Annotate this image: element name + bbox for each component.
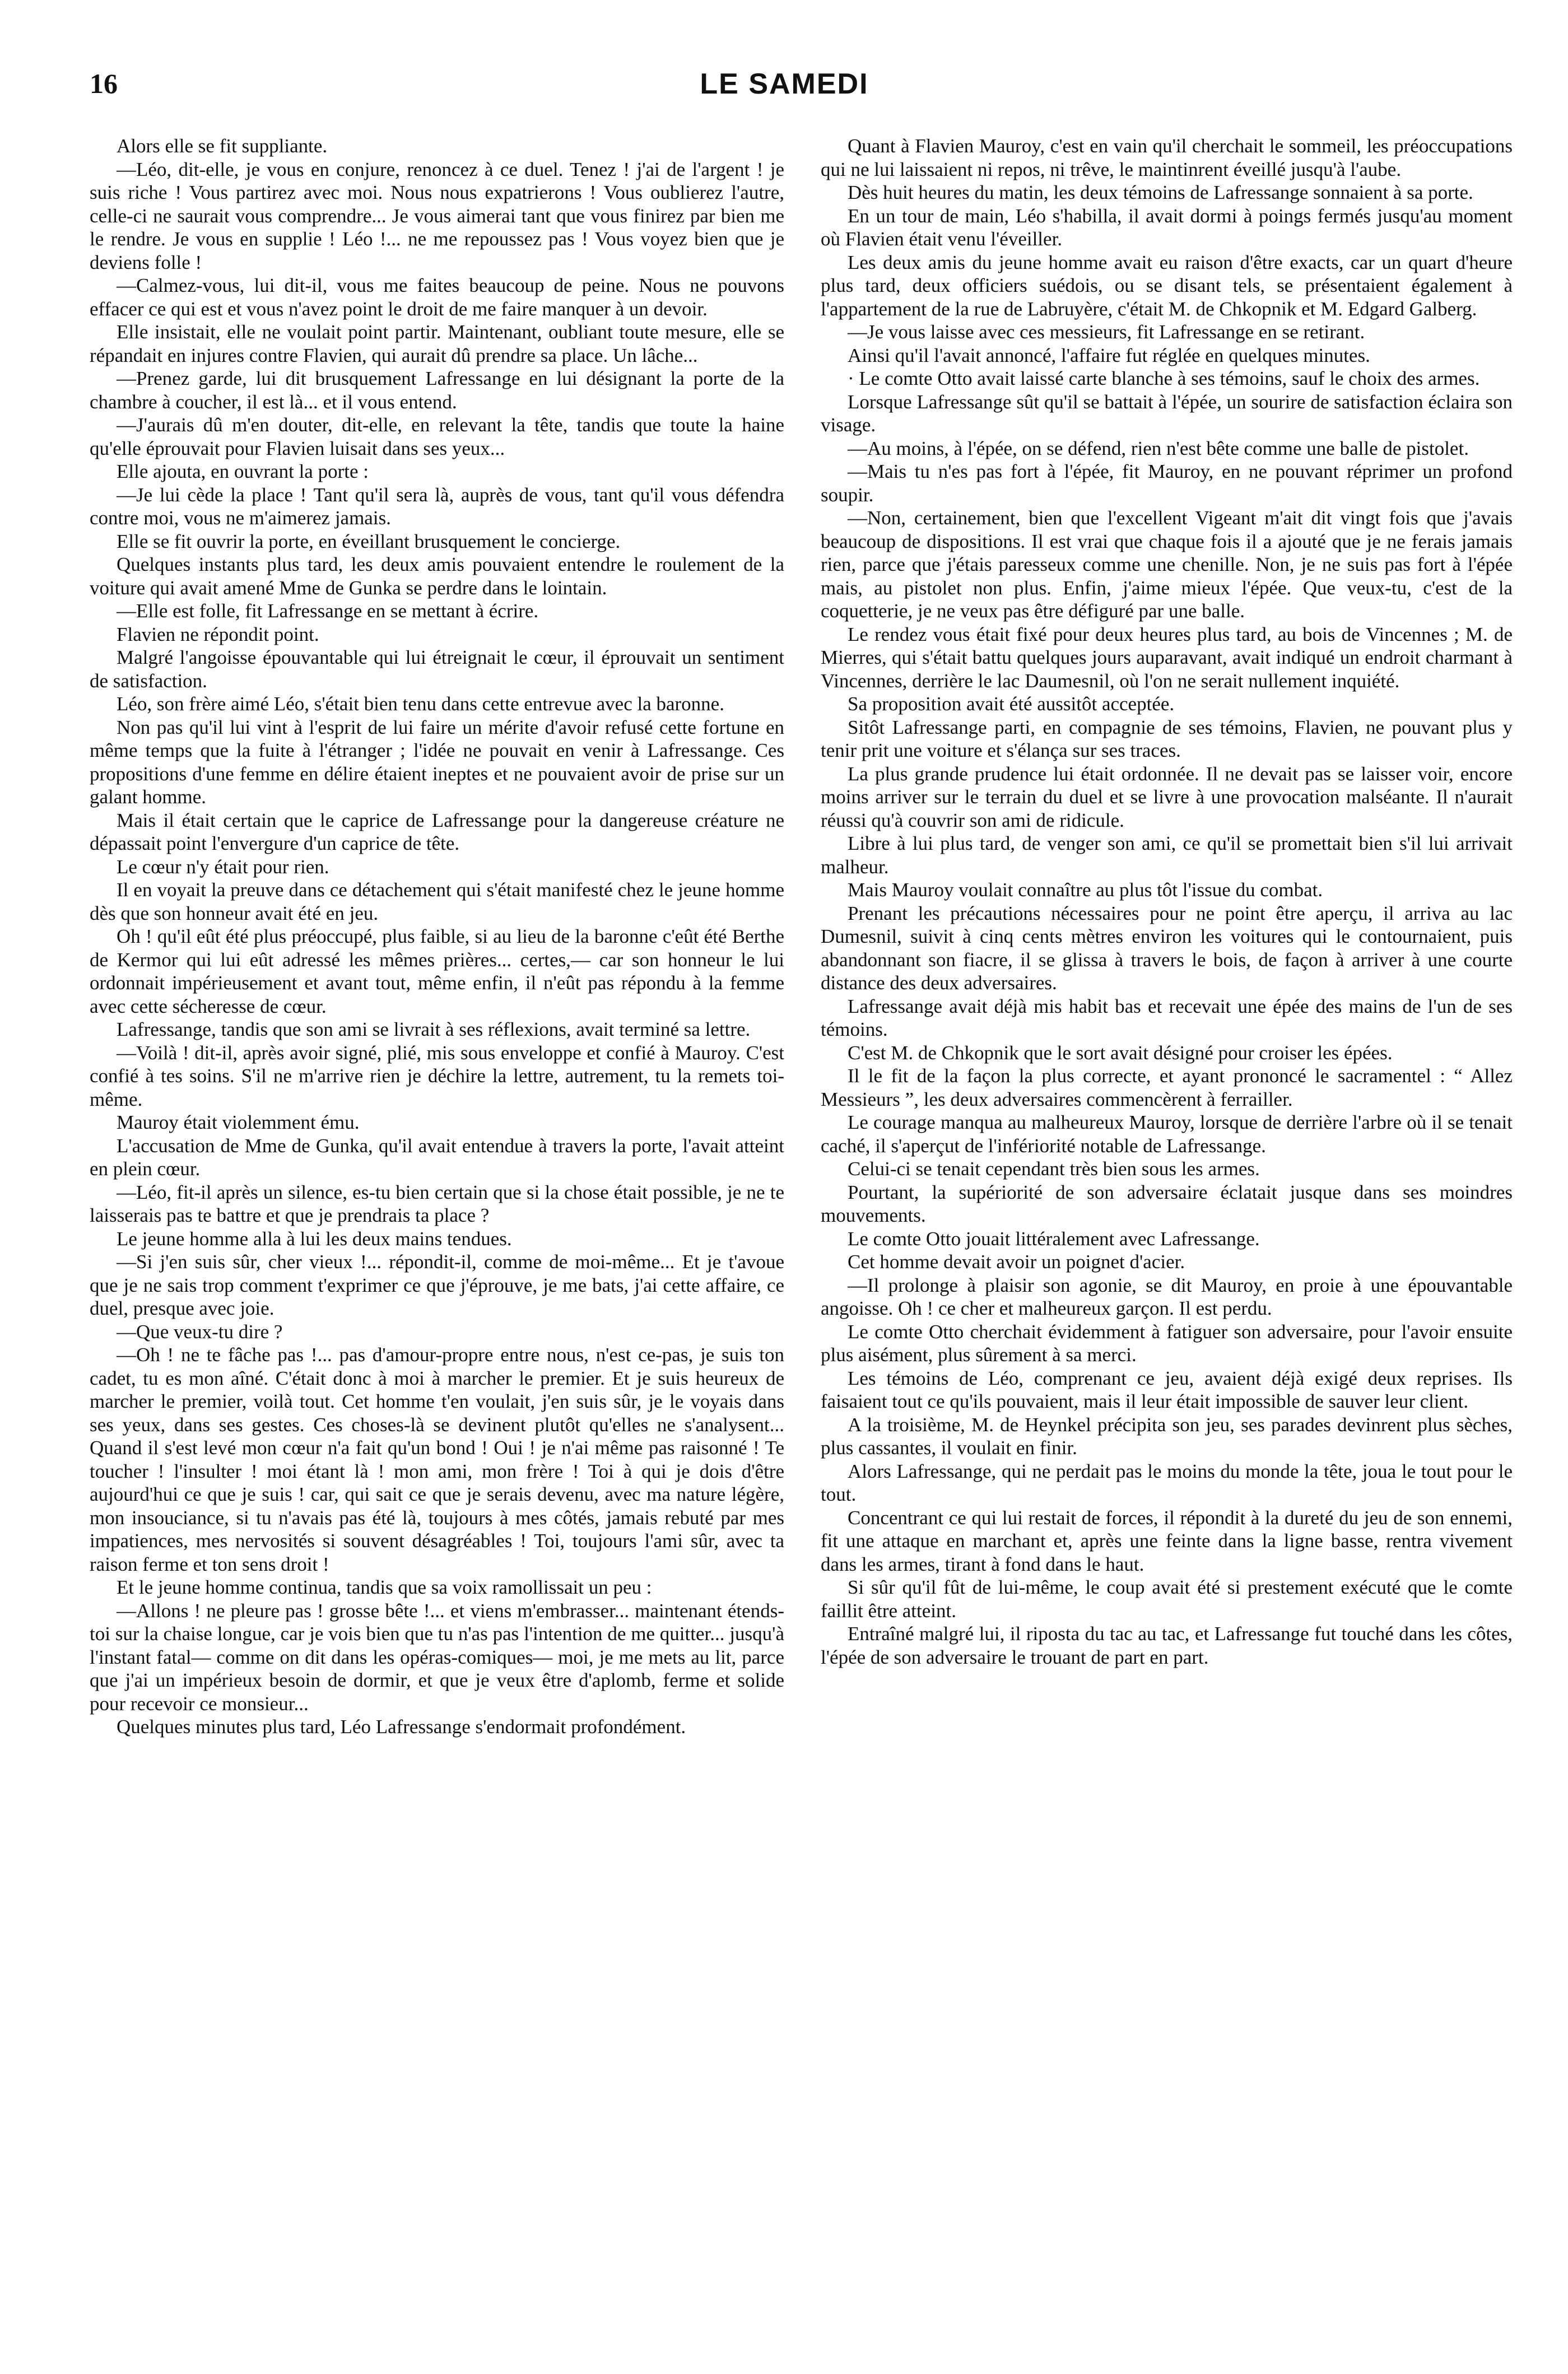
paragraph: Prenant les précautions nécessaires pour ne point être aperçu, il arriva au lac Dumesnil, suivit à cinq cents mètres environ les voitures qui le contournaient, puis abandonnant son fiacre, il se glissa à travers le bois, de façon à arriver à une courte distance des deux adversaires. <box>821 902 1513 994</box>
paragraph: Pourtant, la supériorité de son adversaire éclatait jusque dans ses moindres mouvements. <box>821 1181 1513 1226</box>
paragraph: —Prenez garde, lui dit brusquement Lafressange en lui désignant la porte de la chambre à coucher, il est là... et il vous entend. <box>90 367 784 413</box>
paragraph: —Léo, dit-elle, je vous en conjure, renoncez à ce duel. Tenez ! j'ai de l'argent ! je suis riche ! Vous partirez avec moi. Nous nous expatrierons ! Vous oublierez l'autre, celle-ci ne saurait vous comprendre... Je vous aimerai tant que vous finirez par bien me le rendre. Je vous en supplie ! Léo !... ne me repoussez pas ! Vous voyez bien que je deviens folle ! <box>90 158 784 273</box>
paragraph: · Le comte Otto avait laissé carte blanche à ses témoins, sauf le choix des armes. <box>848 367 1480 389</box>
page-header <box>90 67 1479 123</box>
paragraph: La plus grande prudence lui était ordonnée. Il ne devait pas se laisser voir, encore moins arriver sur le terrain du duel et se livre à une provocation malséante. Il n'aurait réussi qu'à couvrir son ami de ridicule. <box>821 762 1513 831</box>
paragraph: Alors Lafressange, qui ne perdait pas le moins du monde la tête, joua le tout pour le tout. <box>821 1460 1513 1505</box>
paragraph: Sa proposition avait été aussitôt acceptée. <box>848 693 1175 715</box>
paragraph: C'est M. de Chkopnik que le sort avait désigné pour croiser les épées. <box>848 1041 1393 1064</box>
paragraph: Lafressange, tandis que son ami se livrait à ses réflexions, avait terminé sa lettre. <box>117 1018 751 1040</box>
paragraph: Ainsi qu'il l'avait annoncé, l'affaire fut réglée en quelques minutes. <box>848 344 1370 366</box>
paragraph: Léo, son frère aimé Léo, s'était bien tenu dans cette entrevue avec la baronne. <box>117 693 724 715</box>
paragraph: Le rendez vous était fixé pour deux heures plus tard, au bois de Vincennes ; M. de Mierres, qui s'était battu quelques jours auparavant, avait indiqué un endroit charmant à Vincennes, derrière le lac Daumesnil, où l'on ne serait nullement inquiété. <box>821 623 1513 692</box>
paragraph: Elle insistait, elle ne voulait point partir. Maintenant, oubliant toute mesure, elle se répandait en injures contre Flavien, qui aurait dû prendre sa place. Un lâche... <box>90 321 784 366</box>
paragraph: —Il prolonge à plaisir son agonie, se dit Mauroy, en proie à une épouvantable angoisse. Oh ! ce cher et malheureux garçon. Il est perdu. <box>821 1274 1513 1319</box>
paragraph: —Allons ! ne pleure pas ! grosse bête !... et viens m'embrasser... maintenant étends-toi sur la chaise longue, car je vois bien que tu n'as pas l'intention de me quitter... jusqu'à l'instant fatal— comme on dit dans les opéras-comiques— moi, je me mets au lit, parce que j'ai un impérieux besoin de dormir, et que je veux être d'aplomb, ferme et solide pour recevoir ce monsieur... <box>90 1599 784 1715</box>
paragraph: Non pas qu'il lui vint à l'esprit de lui faire un mérite d'avoir refusé cette fortune en même temps que la fuite à l'étranger ; l'idée ne pouvait en venir à Lafressange. Ces propositions d'une femme en délire étaient ineptes et ne pouvaient avoir de prise sur un galant homme. <box>90 716 784 808</box>
paragraph: Mais il était certain que le caprice de Lafressange pour la dangereuse créature ne dépassait point l'envergure d'un caprice de tête. <box>90 809 784 854</box>
paragraph: Quelques instants plus tard, les deux amis pouvaient entendre le roulement de la voiture qui avait amené Mme de Gunka se perdre dans le lointain. <box>90 553 784 599</box>
paragraph: —Mais tu n'es pas fort à l'épée, fit Mauroy, en ne pouvant réprimer un profond soupir. <box>821 460 1513 506</box>
paragraph: Les témoins de Léo, comprenant ce jeu, avaient déjà exigé deux reprises. Ils faisaient tout ce qu'ils pouvaient, mais il leur était impossible de sauver leur client. <box>821 1367 1513 1412</box>
paragraph: Le cœur n'y était pour rien. <box>117 855 329 878</box>
paragraph: Lafressange avait déjà mis habit bas et recevait une épée des mains de l'un de ses témoins. <box>821 995 1513 1040</box>
left-column <box>90 134 784 1739</box>
paragraph: Oh ! qu'il eût été plus préoccupé, plus faible, si au lieu de la baronne c'eût été Berthe de Kermor qui lui eût adressé les mêmes prières... certes,— car son honneur le lui ordonnait impérieusement et avant tout, même enfin, il n'eût pas répondu à la femme avec cette sécheresse de cœur. <box>90 925 784 1017</box>
paragraph: Mais Mauroy voulait connaître au plus tôt l'issue du combat. <box>848 879 1323 901</box>
paragraph: Dès huit heures du matin, les deux témoins de Lafressange sonnaient à sa porte. <box>848 181 1473 203</box>
paragraph: Elle se fit ouvrir la porte, en éveillant brusquement le concierge. <box>117 530 621 552</box>
paragraph: Entraîné malgré lui, il riposta du tac au tac, et Lafressange fut touché dans les côtes, l'épée de son adversaire le trouant de part en part. <box>821 1623 1513 1668</box>
paragraph: —Que veux-tu dire ? <box>117 1320 283 1343</box>
paragraph: Flavien ne répondit point. <box>117 623 319 645</box>
paragraph: Le comte Otto cherchait évidemment à fatiguer son adversaire, pour l'avoir ensuite plus aisément, plus sûrement à sa merci. <box>821 1320 1513 1366</box>
paragraph: Il en voyait la preuve dans ce détachement qui s'était manifesté chez le jeune homme dès que son honneur avait été en jeu. <box>90 879 784 924</box>
paragraph: Le courage manqua au malheureux Mauroy, lorsque de derrière l'arbre où il se tenait caché, il s'aperçut de l'infériorité notable de Lafressange. <box>821 1111 1513 1157</box>
paragraph: Si sûr qu'il fût de lui-même, le coup avait été si prestement exécuté que le comte faillit être atteint. <box>821 1576 1513 1622</box>
paragraph: Le jeune homme alla à lui les deux mains tendues. <box>117 1227 512 1250</box>
paragraph: —Au moins, à l'épée, on se défend, rien n'est bête comme une balle de pistolet. <box>848 437 1469 459</box>
paragraph: —Oh ! ne te fâche pas !... pas d'amour-propre entre nous, n'est ce-pas, je suis ton cadet, tu es mon aîné. C'était donc à moi à marcher le premier. Et je suis heureux de marcher le premier, voilà tout. Cet homme t'en voulait, j'en suis sûr, je le voyais dans ses yeux, dans ses gestes. Ces choses-là se devinent plutôt qu'elles ne s'analysent... Quand il s'est levé mon cœur n'a fait qu'un bond ! Oui ! je n'ai même pas raisonné ! Te toucher ! l'insulter ! moi étant là ! mon ami, mon frère ! Toi à qui je dois d'être aujourd'hui ce que je suis ! car, qui sait ce que je serais devenu, avec ma nature légère, mon insouciance, si tu n'avais pas été là, toujours à mes côtés, jamais rebuté par mes impatiences, mes nervosités si souvent désagréables ! Toi, toujours l'ami sûr, avec ta raison ferme et ton sens droit ! <box>90 1344 784 1575</box>
page-number: 16 <box>90 68 118 99</box>
paragraph: Celui-ci se tenait cependant très bien sous les armes. <box>848 1158 1260 1180</box>
paragraph: Concentrant ce qui lui restait de forces, il répondit à la dureté du jeu de son ennemi, fit une attaque en marchant et, après une feinte dans la ligne basse, rentra vivement dans les armes, tirant à fond dans le haut. <box>821 1506 1513 1575</box>
journal-title: LE SAMEDI <box>700 68 869 100</box>
paragraph: Malgré l'angoisse épouvantable qui lui étreignait le cœur, il éprouvait un sentiment de satisfaction. <box>90 646 784 692</box>
paragraph: Sitôt Lafressange parti, en compagnie de ses témoins, Flavien, ne pouvant plus y tenir prit une voiture et s'élança sur ses traces. <box>821 716 1513 761</box>
paragraph: Cet homme devait avoir un poignet d'acier. <box>848 1251 1185 1273</box>
paragraph: —Elle est folle, fit Lafressange en se mettant à écrire. <box>117 600 539 622</box>
paragraph: Alors elle se fit suppliante. <box>117 135 328 157</box>
paragraph: Il le fit de la façon la plus correcte, et ayant prononcé le sacramentel : “ Allez Messieurs ”, les deux adversaires commencèrent à ferrailler. <box>821 1065 1513 1110</box>
paragraph: —Je lui cède la place ! Tant qu'il sera là, auprès de vous, tant qu'il vous défendra contre moi, vous ne m'aimerez jamais. <box>90 483 784 529</box>
paragraph: En un tour de main, Léo s'habilla, il avait dormi à poings fermés jusqu'au moment où Flavien était venu l'éveiller. <box>821 204 1513 250</box>
paragraph: Quant à Flavien Mauroy, c'est en vain qu'il cherchait le sommeil, les préoccupations qui ne lui laissaient ni repos, ni trêve, le maintinrent éveillé jusqu'à l'aube. <box>821 135 1513 180</box>
paragraph: A la troisième, M. de Heynkel précipita son jeu, ses parades devinrent plus sèches, plus cassantes, il voulait en finir. <box>821 1413 1513 1459</box>
paragraph: —J'aurais dû m'en douter, dit-elle, en relevant la tête, tandis que toute la haine qu'elle éprouvait pour Flavien luisait dans ses yeux... <box>90 414 784 459</box>
paragraph: L'accusation de Mme de Gunka, qu'il avait entendue à travers la porte, l'avait atteint en plein cœur. <box>90 1134 784 1180</box>
paragraph: —Voilà ! dit-il, après avoir signé, plié, mis sous enveloppe et confié à Mauroy. C'est confié à tes soins. S'il ne m'arrive rien je déchire la lettre, autrement, tu la remets toi-même. <box>90 1041 784 1110</box>
paragraph: —Je vous laisse avec ces messieurs, fit Lafressange en se retirant. <box>848 321 1365 343</box>
paragraph: Les deux amis du jeune homme avait eu raison d'être exacts, car un quart d'heure plus tard, deux officiers suédois, ou se disant tels, se présentaient également à l'appartement de la rue de Labruyère, c'était M. de Chkopnik et M. Edgard Galberg. <box>821 251 1513 320</box>
paragraph: —Non, certainement, bien que l'excellent Vigeant m'ait dit vingt fois que j'avais beaucoup de dispositions. Il est vrai que chaque fois il a ajouté que je ne ferais jamais rien, parce que j'étais paresseux comme une chenille. Non, je ne suis pas fort à l'épée mais, au pistolet non plus. Enfin, j'aime mieux l'épée. Que veux-tu, c'est de la coquetterie, je ne veux pas être défiguré par une balle. <box>821 507 1513 622</box>
right-column <box>821 134 1513 1669</box>
paragraph: Quelques minutes plus tard, Léo Lafressange s'endormait profondément. <box>117 1716 686 1738</box>
paragraph: Elle ajouta, en ouvrant la porte : <box>117 460 369 482</box>
paragraph: Et le jeune homme continua, tandis que sa voix ramollissait un peu : <box>117 1576 652 1598</box>
paragraph: —Calmez-vous, lui dit-il, vous me faites beaucoup de peine. Nous ne pouvons effacer ce qui est et vous n'avez point le droit de me faire manquer à un devoir. <box>90 274 784 320</box>
paragraph: Libre à lui plus tard, de venger son ami, ce qu'il se promettait bien s'il lui arrivait malheur. <box>821 832 1513 878</box>
paragraph: —Léo, fit-il après un silence, es-tu bien certain que si la chose était possible, je ne te laisserais pas te battre et que je prendrais ta place ? <box>90 1181 784 1226</box>
paragraph: Mauroy était violemment ému. <box>117 1111 360 1133</box>
paragraph: Le comte Otto jouait littéralement avec Lafressange. <box>848 1227 1260 1250</box>
paragraph: Lorsque Lafressange sût qu'il se battait à l'épée, un sourire de satisfaction éclaira son visage. <box>821 390 1513 436</box>
paragraph: —Si j'en suis sûr, cher vieux !... répondit-il, comme de moi-même... Et je t'avoue que je ne sais trop comment t'exprimer ce que j'éprouve, je me bats, j'ai cette affaire, ce duel, presque avec joie. <box>90 1251 784 1319</box>
